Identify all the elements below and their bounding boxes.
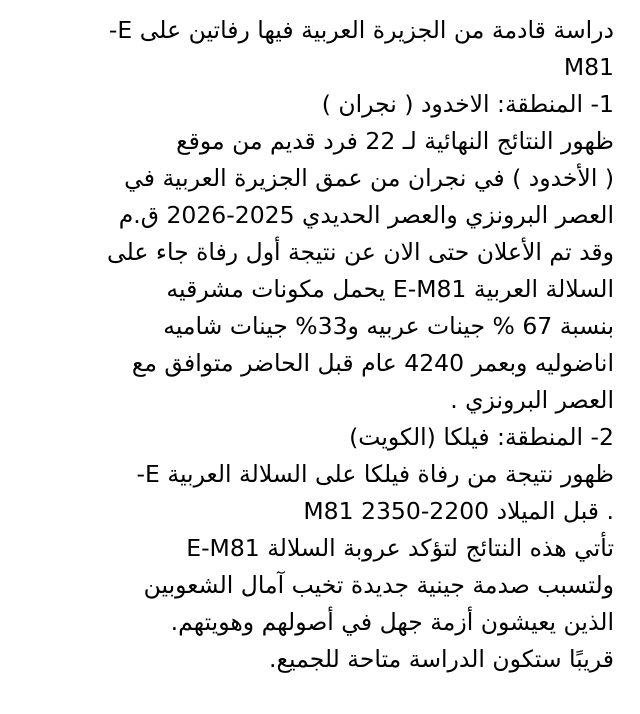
text-line: تأتي هذه النتائج لتؤكد عروبة السلالة E-M81 xyxy=(186,534,614,562)
section-heading: 2- المنطقة: فيلكا (الكويت) xyxy=(349,423,614,451)
text-line: قريبًا ستكون الدراسة متاحة للجميع. xyxy=(269,645,614,673)
text-line: دراسة قادمة من الجزيرة العربية فيها رفاتين على E- xyxy=(108,16,614,44)
text-line: اناضوليه وبعمر 4240 عام قبل الحاضر متوافق مع xyxy=(131,349,614,377)
text-line: السلالة العربية E-M81 يحمل مكونات مشرقيه xyxy=(166,275,614,303)
text-line: العصر البرونزي . xyxy=(450,386,614,414)
text-line: العصر البرونزي والعصر الحديدي 2025-2026 ق.م xyxy=(118,201,614,229)
post-text xyxy=(0,12,640,714)
text-line: الذين يعيشون أزمة جهل في أصولهم وهويتهم. xyxy=(170,608,614,636)
text-line: M81 xyxy=(563,53,614,81)
text-line: ظهور النتائج النهائية لـ 22 فرد قديم من موقع xyxy=(176,127,614,155)
section-heading: 1- المنطقة: الاخدود ( نجران ) xyxy=(321,90,614,118)
text-line: ولتسبب صدمة جينية جديدة تخيب آمال الشعوبين xyxy=(143,571,614,599)
text-line: ( الأخدود ) في نجران من عمق الجزيرة العربية في xyxy=(124,164,614,192)
text-line: M81 2350-2200 قبل الميلاد . xyxy=(303,497,614,525)
text-line: وقد تم الأعلان حتى الان عن نتيجة أول رفاة جاء على xyxy=(107,238,614,266)
text-line: بنسبة 67 % جينات عربيه و33% جينات شاميه xyxy=(163,312,614,340)
text-line: ظهور نتيجة من رفاة فيلكا على السلالة العربية E- xyxy=(136,460,614,488)
